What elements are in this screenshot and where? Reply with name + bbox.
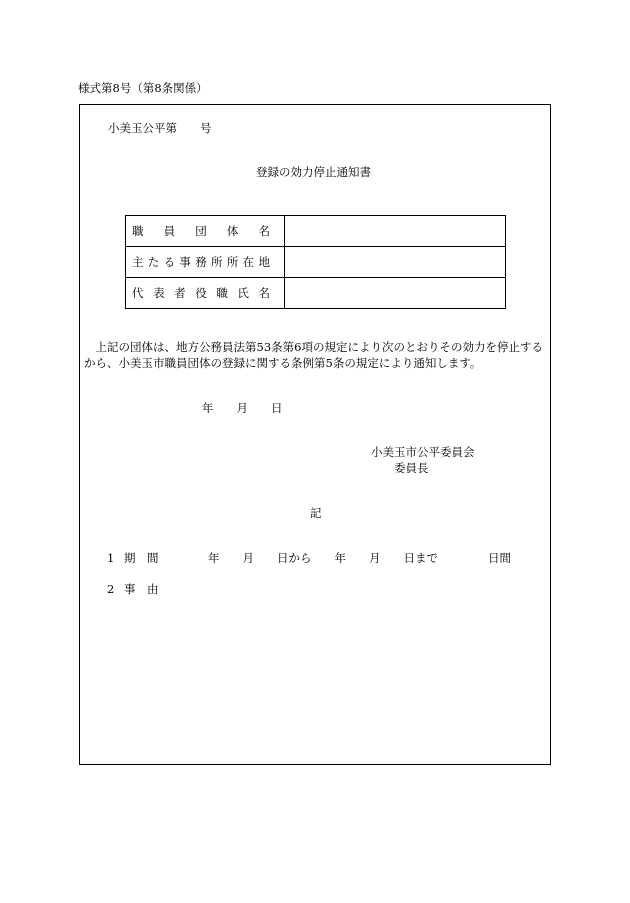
form-frame (79, 104, 551, 765)
organization-name-value[interactable] (285, 216, 506, 247)
period-range: 年 月 日から 年 月 日まで (208, 551, 438, 565)
representative-value[interactable] (285, 278, 506, 309)
body-text: 上記の団体は、地方公務員法第53条第6項の規定により次のとおりその効力を停止するから、小美玉市職員団体の登録に関する条例第5条の規定により通知します。 (84, 340, 543, 370)
period-days: 日間 (488, 551, 511, 565)
period-label: 期 間 (124, 551, 159, 565)
row-label-cell (126, 216, 285, 247)
document-title: 登録の効力停止通知書 (256, 165, 371, 179)
info-table (125, 215, 506, 309)
organization-name-label: 職員団体名 (132, 224, 270, 238)
representative-label: 代表者役職氏名 (132, 286, 270, 300)
row-label-cell (126, 247, 285, 278)
form-number: 様式第8号（第8条関係） (78, 81, 208, 95)
document-number: 小美玉公平第 号 (108, 121, 212, 135)
office-address-label: 主たる事務所所在地 (132, 255, 270, 269)
table-row (126, 247, 506, 278)
office-address-value[interactable] (285, 247, 506, 278)
reason-number: 2 (107, 582, 115, 596)
issuer-organization: 小美玉市公平委員会 (371, 445, 475, 459)
reason-label: 事 由 (124, 582, 159, 596)
date-line: 年 月 日 (202, 401, 283, 415)
period-number: 1 (107, 551, 115, 565)
row-label-cell (126, 278, 285, 309)
table-row (126, 278, 506, 309)
issuer-title: 委員長 (394, 461, 429, 475)
table-row (126, 216, 506, 247)
ki-heading: 記 (310, 506, 322, 520)
